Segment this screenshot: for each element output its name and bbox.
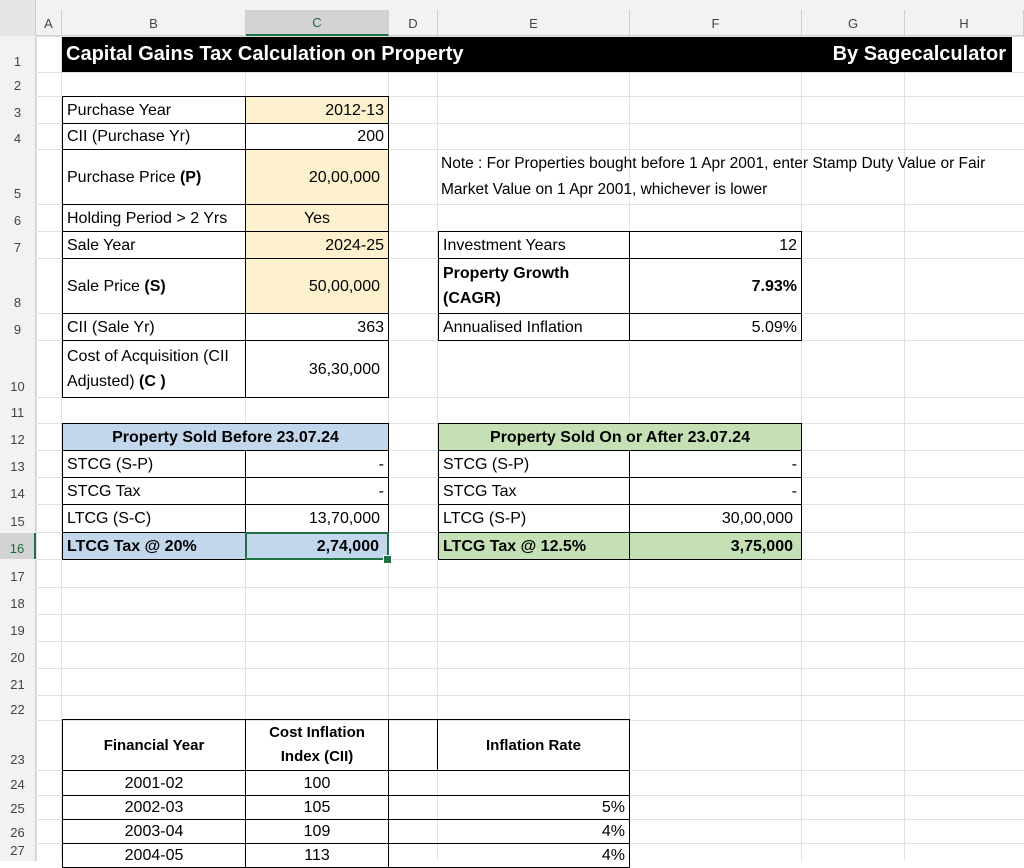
purchase-price-input[interactable]: 20,00,000 bbox=[245, 149, 389, 205]
annualised-inflation-label[interactable]: Annualised Inflation bbox=[438, 313, 630, 341]
row-header-19[interactable]: 19 bbox=[0, 615, 36, 641]
after-ltcg-value[interactable]: 30,00,000 bbox=[629, 504, 802, 533]
after-ltcg-tax-value[interactable]: 3,75,000 bbox=[629, 532, 802, 560]
cii-row-year[interactable]: 2004-05 bbox=[62, 843, 246, 868]
purchase-price-label[interactable] bbox=[62, 149, 246, 205]
cii-sale-label[interactable]: CII (Sale Yr) bbox=[62, 313, 246, 341]
investment-years-value[interactable]: 12 bbox=[629, 231, 802, 259]
sale-price-key: (S) bbox=[144, 277, 166, 295]
column-header-a[interactable]: A bbox=[36, 10, 62, 36]
sale-year-label[interactable]: Sale Year bbox=[62, 231, 246, 259]
row-header-6[interactable]: 6 bbox=[0, 205, 36, 231]
purchase-price-label-text: Purchase Price bbox=[67, 168, 180, 186]
sale-price-label[interactable] bbox=[62, 258, 246, 314]
before-ltcg-label[interactable]: LTCG (S-C) bbox=[62, 504, 246, 533]
before-ltcg-tax-label[interactable]: LTCG Tax @ 20% bbox=[62, 532, 246, 560]
cii-header-year[interactable]: Financial Year bbox=[62, 719, 246, 771]
purchase-year-input[interactable]: 2012-13 bbox=[245, 96, 389, 124]
cii-row-year[interactable]: 2001-02 bbox=[62, 770, 246, 796]
row-header-17[interactable]: 17 bbox=[0, 560, 36, 587]
before-stcg-tax-label[interactable]: STCG Tax bbox=[62, 477, 246, 505]
cii-row-index[interactable]: 109 bbox=[245, 819, 389, 844]
row-header-12[interactable]: 12 bbox=[0, 424, 36, 450]
row-header-11[interactable]: 11 bbox=[0, 398, 36, 423]
cii-row-rate[interactable]: 5% bbox=[388, 795, 630, 820]
after-ltcg-tax-label[interactable]: LTCG Tax @ 12.5% bbox=[438, 532, 630, 560]
row-header-25[interactable]: 25 bbox=[0, 796, 36, 819]
investment-years-label[interactable]: Investment Years bbox=[438, 231, 630, 259]
cii-row-index[interactable]: 105 bbox=[245, 795, 389, 820]
cii-header-index[interactable]: Cost Inflation Index (CII) bbox=[245, 719, 389, 771]
annualised-inflation-value[interactable]: 5.09% bbox=[629, 313, 802, 341]
note-text[interactable]: Note : For Properties bought before 1 Apr 2001, enter Stamp Duty Value or Fair Market Value on 1 Apr 2001, whichever is lower bbox=[441, 155, 986, 198]
sale-year-input[interactable]: 2024-25 bbox=[245, 231, 389, 259]
byline[interactable]: By Sagecalculator bbox=[832, 43, 1006, 65]
row-header-7[interactable]: 7 bbox=[0, 232, 36, 258]
row-header-18[interactable]: 18 bbox=[0, 588, 36, 614]
row-header-8[interactable]: 8 bbox=[0, 259, 36, 313]
row-header-16[interactable]: 16 bbox=[0, 533, 36, 559]
row-header-15[interactable]: 15 bbox=[0, 505, 36, 532]
after-ltcg-label[interactable]: LTCG (S-P) bbox=[438, 504, 630, 533]
row-header-27[interactable]: 27 bbox=[0, 844, 36, 861]
cii-row-index[interactable]: 113 bbox=[245, 843, 389, 868]
row-header-2[interactable]: 2 bbox=[0, 73, 36, 96]
row-header-9[interactable]: 9 bbox=[0, 314, 36, 340]
cii-purchase-value[interactable]: 200 bbox=[245, 123, 389, 150]
sale-price-label-text: Sale Price bbox=[67, 277, 145, 295]
row-header-5[interactable]: 5 bbox=[0, 150, 36, 204]
after-stcg-value[interactable]: - bbox=[629, 450, 802, 478]
row-header-21[interactable]: 21 bbox=[0, 669, 36, 695]
after-stcg-tax-label[interactable]: STCG Tax bbox=[438, 477, 630, 505]
purchase-year-label[interactable]: Purchase Year bbox=[62, 96, 246, 124]
after-table-header[interactable]: Property Sold On or After 23.07.24 bbox=[438, 423, 802, 451]
cii-sale-value[interactable]: 363 bbox=[245, 313, 389, 341]
column-header-b[interactable]: B bbox=[62, 10, 246, 36]
before-table-header[interactable]: Property Sold Before 23.07.24 bbox=[62, 423, 389, 451]
after-stcg-label[interactable]: STCG (S-P) bbox=[438, 450, 630, 478]
row-header-14[interactable]: 14 bbox=[0, 478, 36, 504]
before-stcg-value[interactable]: - bbox=[245, 450, 389, 478]
fill-handle[interactable] bbox=[383, 555, 392, 564]
before-stcg-label[interactable]: STCG (S-P) bbox=[62, 450, 246, 478]
row-header-22[interactable]: 22 bbox=[0, 696, 36, 720]
row-header-10[interactable]: 10 bbox=[0, 341, 36, 397]
cii-row-rate[interactable]: 4% bbox=[388, 843, 630, 868]
purchase-price-key: (P) bbox=[179, 168, 202, 186]
before-stcg-tax-value[interactable]: - bbox=[245, 477, 389, 505]
row-header-24[interactable]: 24 bbox=[0, 771, 36, 795]
cii-row-year[interactable]: 2002-03 bbox=[62, 795, 246, 820]
row-header-20[interactable]: 20 bbox=[0, 642, 36, 668]
cii-header-spacer bbox=[388, 719, 438, 771]
cost-of-acquisition-value[interactable]: 36,30,000 bbox=[245, 340, 389, 398]
after-stcg-tax-value[interactable]: - bbox=[629, 477, 802, 505]
sale-price-input[interactable]: 50,00,000 bbox=[245, 258, 389, 314]
sheet-title[interactable]: Capital Gains Tax Calculation on Property bbox=[66, 43, 464, 65]
holding-period-input[interactable]: Yes bbox=[245, 204, 389, 232]
column-header-f[interactable]: F bbox=[630, 10, 802, 36]
column-header-c[interactable]: C bbox=[246, 10, 389, 36]
select-all-corner[interactable] bbox=[0, 0, 36, 36]
row-header-1[interactable]: 1 bbox=[0, 37, 36, 72]
cii-row-rate[interactable]: 4% bbox=[388, 819, 630, 844]
row-header-4[interactable]: 4 bbox=[0, 124, 36, 149]
before-ltcg-tax-value[interactable]: 2,74,000 bbox=[245, 532, 389, 560]
column-header-e[interactable]: E bbox=[438, 10, 630, 36]
cii-header-rate[interactable]: Inflation Rate bbox=[437, 719, 630, 771]
cii-row-index[interactable]: 100 bbox=[245, 770, 389, 796]
column-header-g[interactable]: G bbox=[802, 10, 905, 36]
coa-key: (C ) bbox=[139, 373, 166, 390]
cii-row-year[interactable]: 2003-04 bbox=[62, 819, 246, 844]
row-header-13[interactable]: 13 bbox=[0, 451, 36, 477]
cost-of-acquisition-label[interactable] bbox=[62, 340, 246, 398]
row-header-26[interactable]: 26 bbox=[0, 820, 36, 843]
coa-label-text: Cost of Acquisition (CII Adjusted) (C ) bbox=[67, 348, 233, 390]
column-header-h[interactable]: H bbox=[905, 10, 1024, 36]
cii-row-rate[interactable] bbox=[388, 770, 630, 796]
before-ltcg-value[interactable]: 13,70,000 bbox=[245, 504, 389, 533]
cii-purchase-label[interactable]: CII (Purchase Yr) bbox=[62, 123, 246, 150]
property-growth-value[interactable]: 7.93% bbox=[629, 258, 802, 314]
column-header-d[interactable]: D bbox=[389, 10, 438, 36]
row-header-3[interactable]: 3 bbox=[0, 97, 36, 123]
holding-period-label[interactable]: Holding Period > 2 Yrs bbox=[62, 204, 246, 232]
property-growth-label[interactable]: Property Growth (CAGR) bbox=[438, 258, 630, 314]
row-header-23[interactable]: 23 bbox=[0, 721, 36, 770]
